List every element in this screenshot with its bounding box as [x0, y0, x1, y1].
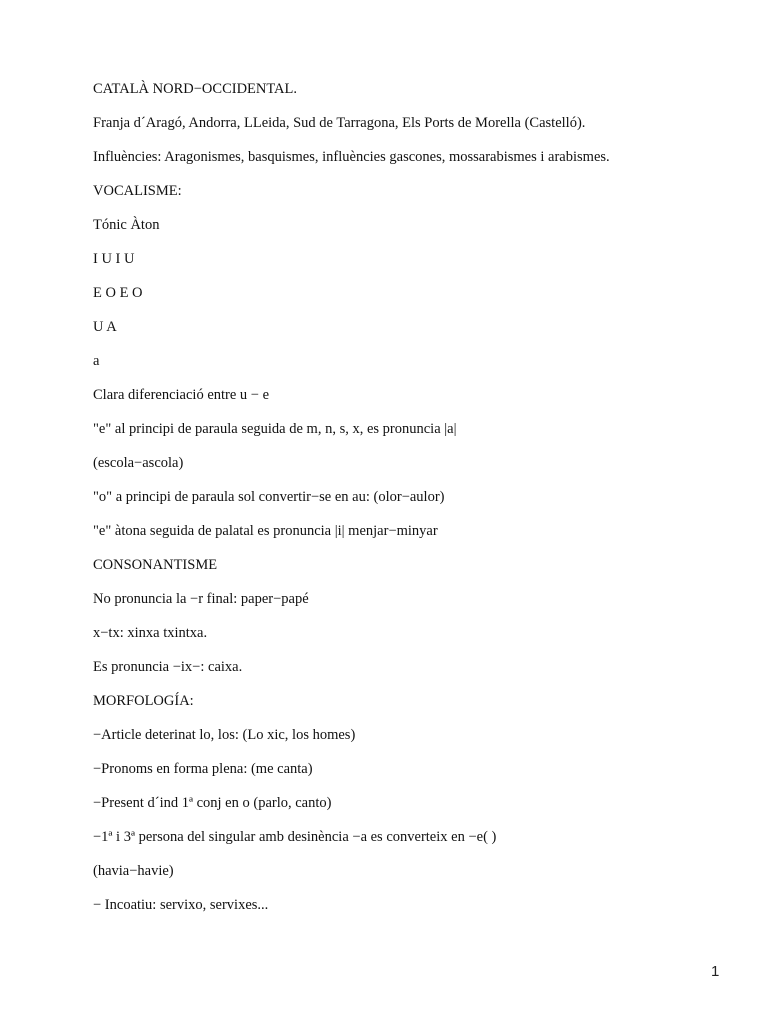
vowel-row: U A [93, 319, 117, 335]
list-item: −Present d´ind 1ª conj en o (parlo, canto) [93, 795, 332, 811]
vowel-row: E O E O [93, 285, 143, 301]
list-item: − Incoatiu: servixo, servixes... [93, 897, 269, 913]
section-heading-vocalisme: VOCALISME: [93, 183, 182, 199]
document-body [93, 81, 733, 931]
page-number: 1 [711, 963, 720, 980]
influences-line: Influències: Aragonismes, basquismes, influències gascones, mossarabismes i arabismes. [93, 149, 610, 165]
text-line: (havia−havie) [93, 863, 174, 879]
vowel-table-header: Tónic Àton [93, 217, 160, 233]
text-line: "e" àtona seguida de palatal es pronuncia |i| menjar−minyar [93, 523, 438, 539]
text-line: No pronuncia la −r final: paper−papé [93, 591, 309, 607]
regions-line: Franja d´Aragó, Andorra, LLeida, Sud de Tarragona, Els Ports de Morella (Castelló). [93, 115, 586, 131]
text-line: (escola−ascola) [93, 455, 184, 471]
text-line: Clara diferenciació entre u − e [93, 387, 270, 403]
text-line: x−tx: xinxa txintxa. [93, 625, 208, 641]
list-item: −Article deterinat lo, los: (Lo xic, los homes) [93, 727, 356, 743]
vowel-row: I U I U [93, 251, 135, 267]
document-title: CATALÀ NORD−OCCIDENTAL. [93, 81, 298, 97]
text-line: "o" a principi de paraula sol convertir−se en au: (olor−aulor) [93, 489, 445, 505]
vowel-row: a [93, 353, 100, 369]
list-item: −1ª i 3ª persona del singular amb desinència −a es converteix en −e( ) [93, 829, 497, 845]
section-heading-consonantisme: CONSONANTISME [93, 557, 218, 573]
list-item: −Pronoms en forma plena: (me canta) [93, 761, 313, 777]
text-line: Es pronuncia −ix−: caixa. [93, 659, 243, 675]
section-heading-morfologia: MORFOLOGÍA: [93, 693, 194, 709]
text-line: "e" al principi de paraula seguida de m, n, s, x, es pronuncia |a| [93, 421, 457, 437]
